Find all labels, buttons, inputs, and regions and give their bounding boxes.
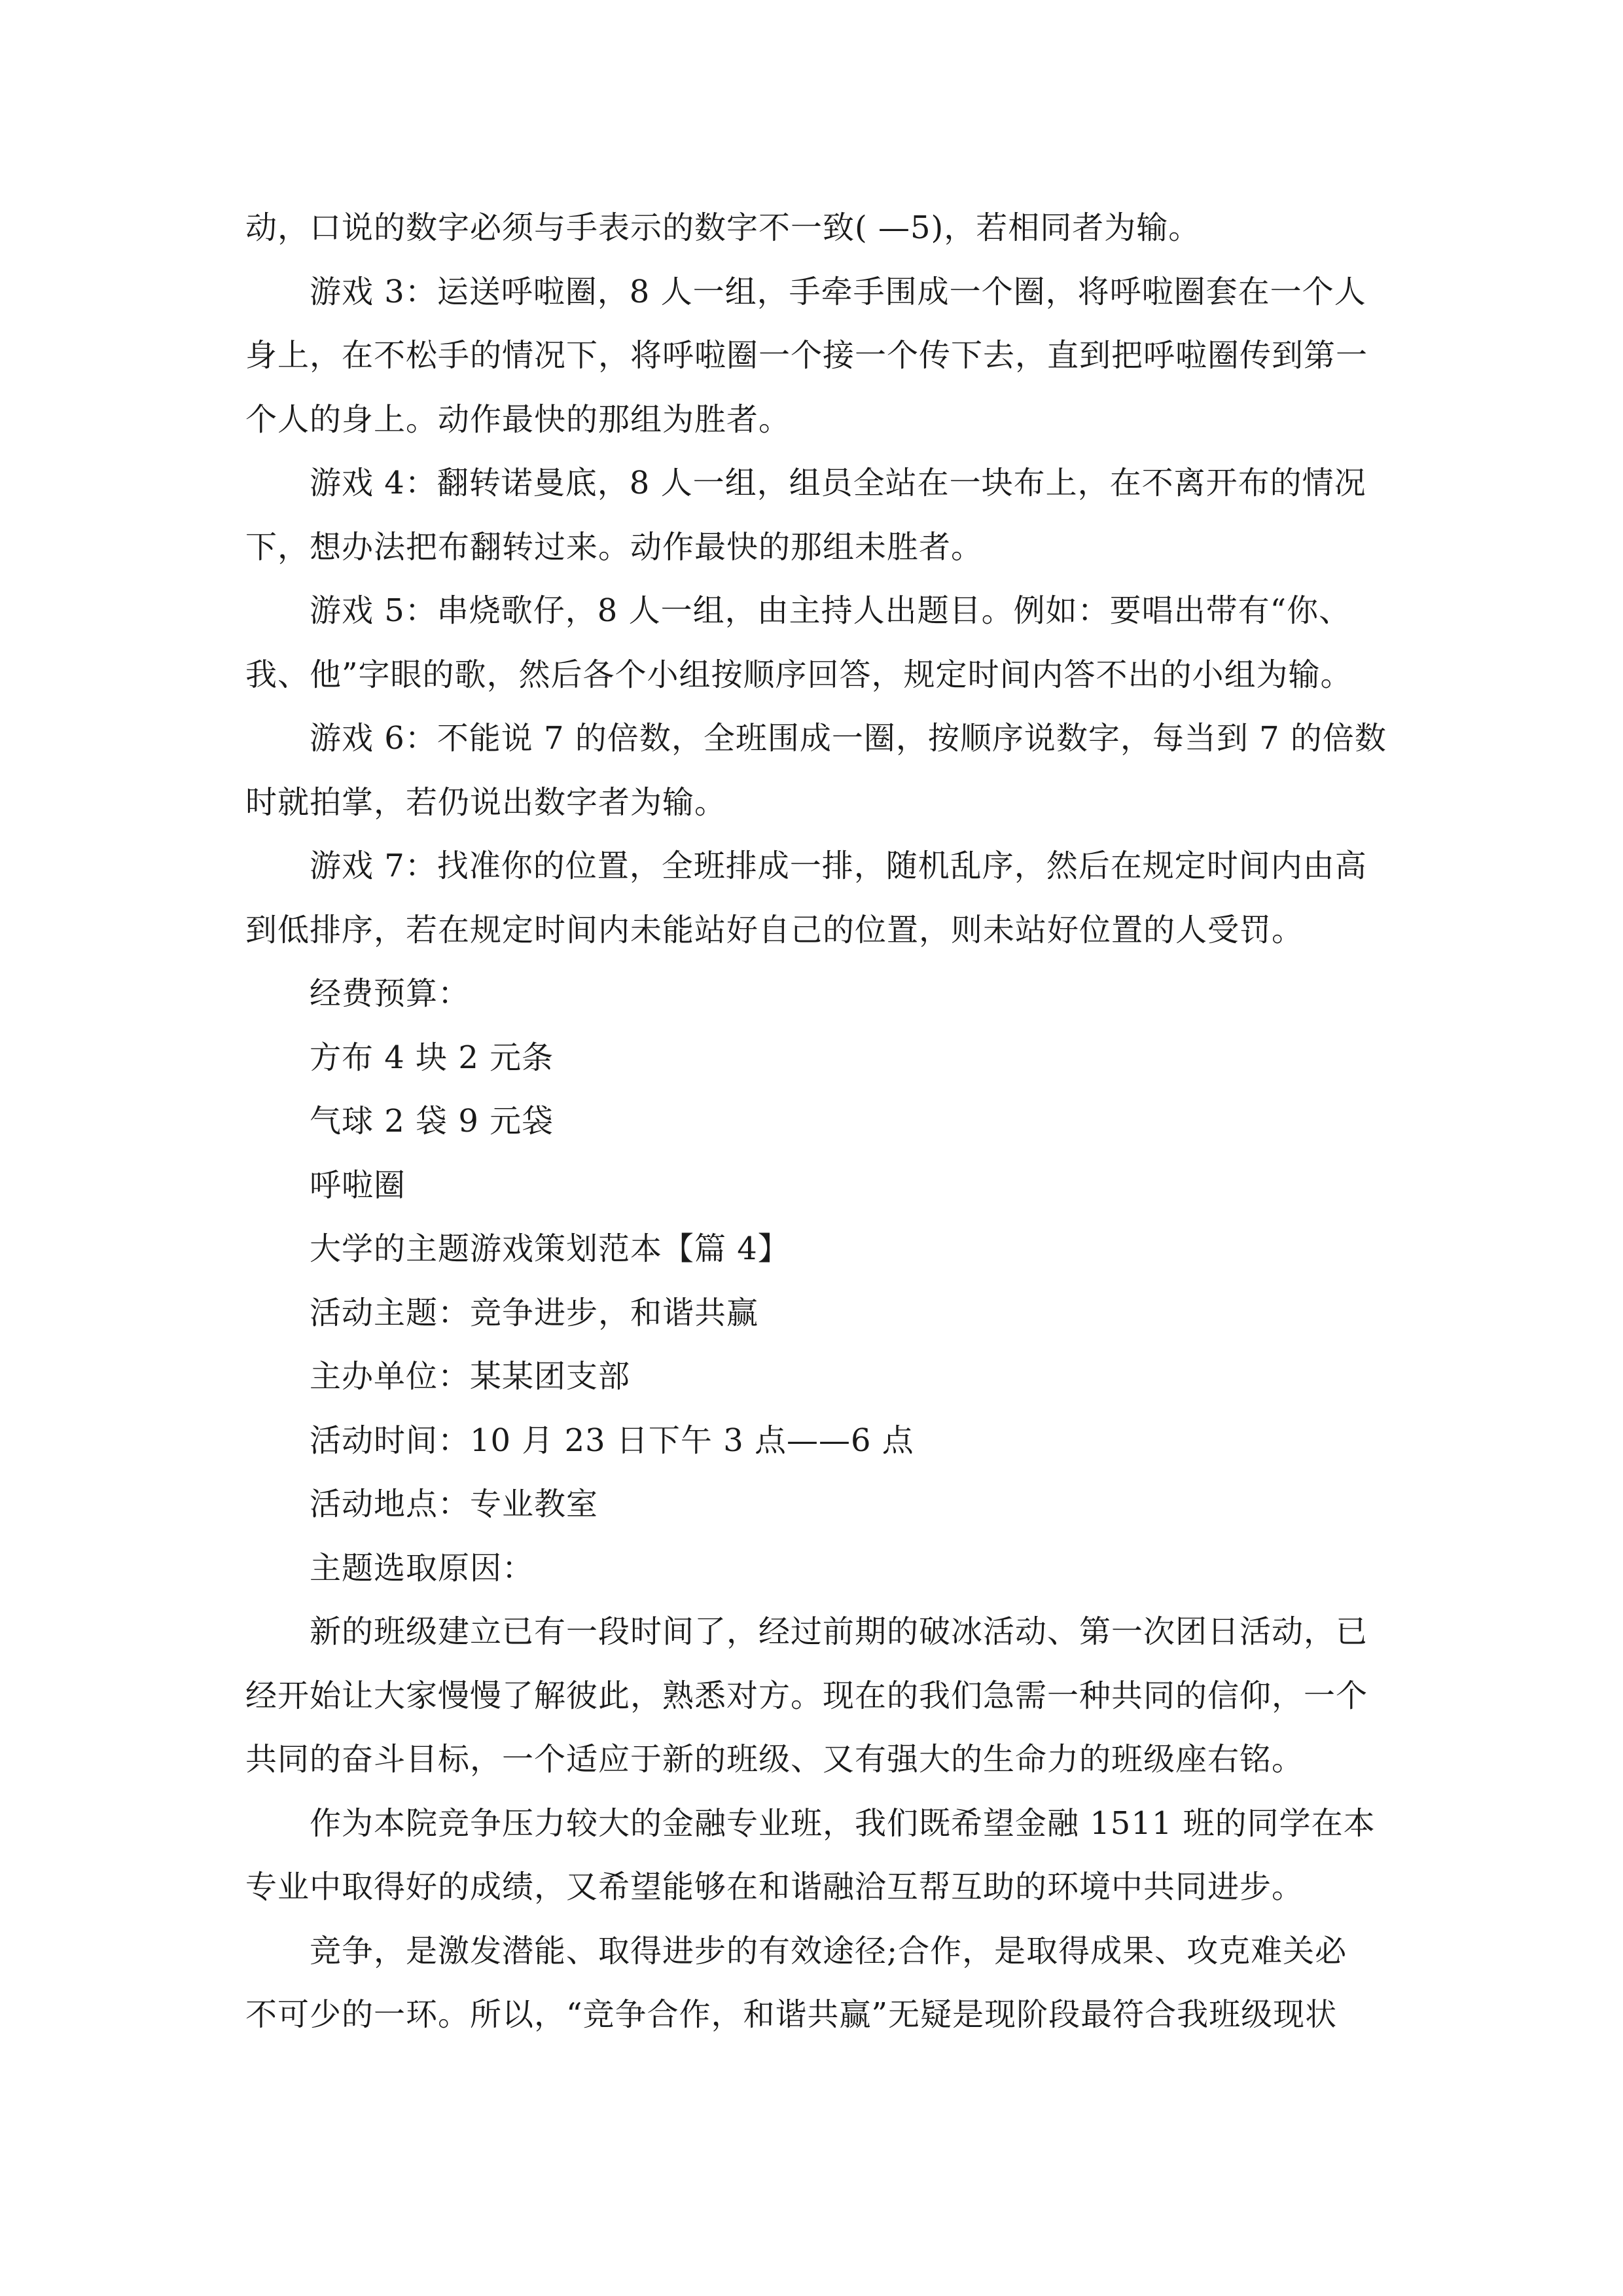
text-line: 新的班级建立已有一段时间了，经过前期的破冰活动、第一次团日活动，已 <box>310 1613 1368 1650</box>
text-line: 身上，在不松手的情况下，将呼啦圈一个接一个传下去，直到把呼啦圈传到第一 <box>245 337 1368 374</box>
text-line: 竞争，是激发潜能、取得进步的有效途径;合作，是取得成果、攻克难关必 <box>310 1933 1347 1969</box>
text-line: 个人的身上。动作最快的那组为胜者。 <box>245 401 791 438</box>
text-line: 动，口说的数字必须与手表示的数字不一致( —5)，若相同者为输。 <box>245 209 1201 246</box>
text-line: 时就拍掌，若仍说出数字者为输。 <box>245 784 727 821</box>
text-line: 不可少的一环。所以，“竞争合作，和谐共赢”无疑是现阶段最符合我班级现状 <box>245 1996 1338 2033</box>
text-line: 经费预算： <box>310 975 471 1012</box>
text-line: 活动地点：专业教室 <box>310 1486 599 1522</box>
text-line: 活动主题：竞争进步，和谐共赢 <box>310 1295 759 1331</box>
section-heading: 大学的主题游戏策划范本【篇 4】 <box>310 1230 790 1267</box>
text-line: 游戏 4：翻转诺曼底，8 人一组，组员全站在一块布上，在不离开布的情况 <box>310 465 1366 501</box>
text-line: 主办单位：某某团支部 <box>310 1358 631 1395</box>
text-line: 作为本院竞争压力较大的金融专业班，我们既希望金融 1511 班的同学在本 <box>310 1805 1376 1842</box>
text-line: 呼啦圈 <box>310 1167 406 1204</box>
text-line: 我、他”字眼的歌，然后各个小组按顺序回答，规定时间内答不出的小组为输。 <box>245 656 1353 693</box>
text-line: 经开始让大家慢慢了解彼此，熟悉对方。现在的我们急需一种共同的信仰，一个 <box>245 1677 1368 1714</box>
text-line: 共同的奋斗目标，一个适应于新的班级、又有强大的生命力的班级座右铭。 <box>245 1741 1304 1778</box>
text-line: 方布 4 块 2 元条 <box>310 1039 554 1076</box>
text-line: 游戏 7：找准你的位置，全班排成一排，随机乱序，然后在规定时间内由高 <box>310 848 1367 884</box>
text-line: 主题选取原因： <box>310 1550 535 1587</box>
text-line: 活动时间：10 月 23 日下午 3 点——6 点 <box>310 1422 914 1459</box>
text-line: 到低排序，若在规定时间内未能站好自己的位置，则未站好位置的人受罚。 <box>245 912 1304 948</box>
text-line: 游戏 5：串烧歌仔，8 人一组，由主持人出题目。例如：要唱出带有“你、 <box>310 592 1351 629</box>
text-line: 游戏 3：运送呼啦圈，8 人一组，手牵手围成一个圈，将呼啦圈套在一个人 <box>310 274 1366 310</box>
text-line: 专业中取得好的成绩，又希望能够在和谐融洽互帮互助的环境中共同进步。 <box>245 1869 1304 1905</box>
text-line: 下，想办法把布翻转过来。动作最快的那组未胜者。 <box>245 529 984 565</box>
text-line: 气球 2 袋 9 元袋 <box>310 1103 554 1139</box>
text-line: 游戏 6：不能说 7 的倍数，全班围成一圈，按顺序说数字，每当到 7 的倍数 <box>310 720 1387 757</box>
